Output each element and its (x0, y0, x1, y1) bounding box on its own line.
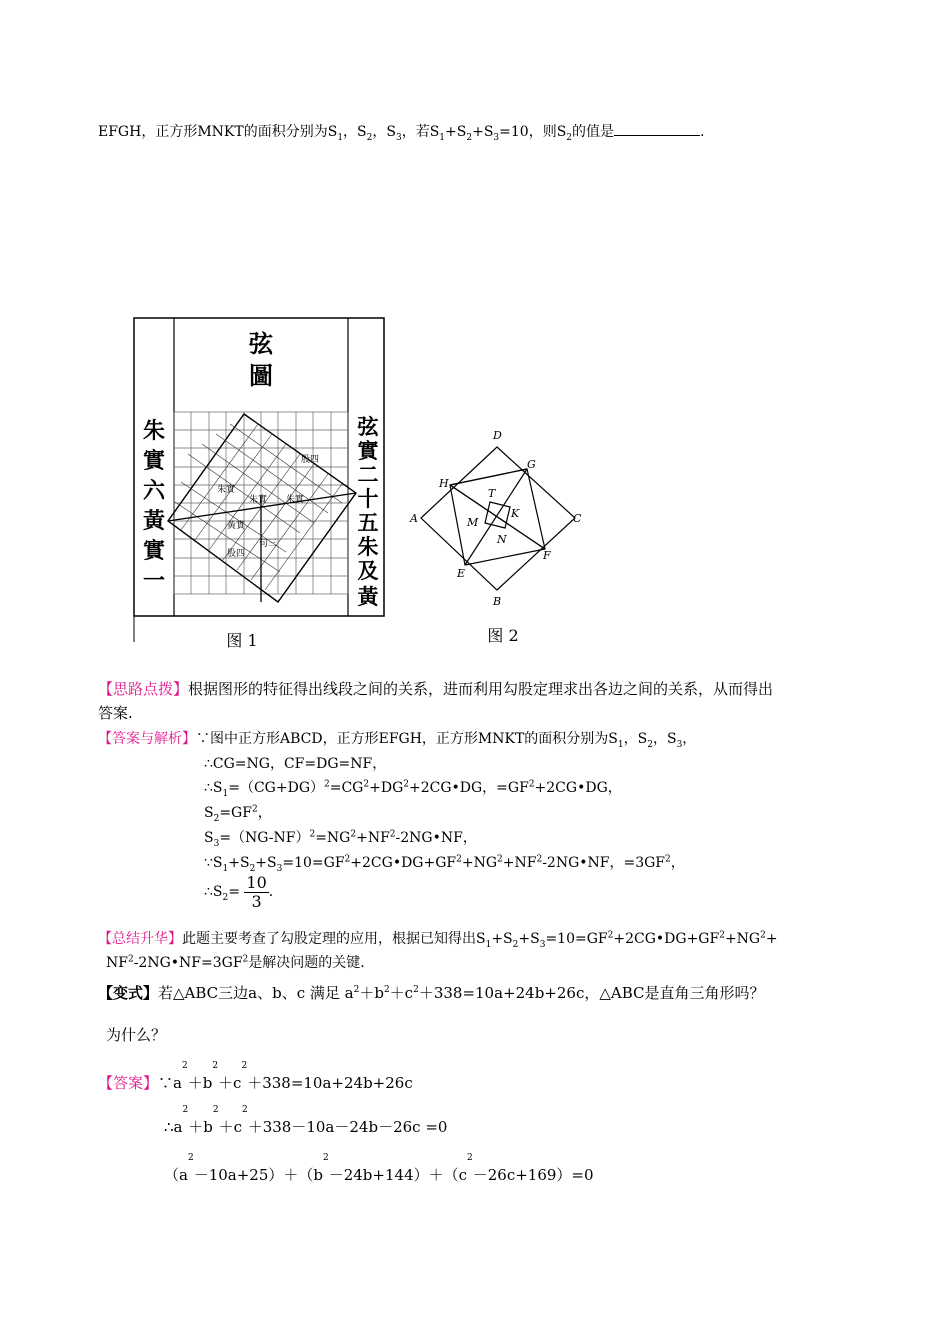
sub: 3 (676, 739, 683, 750)
sup: 2 (413, 985, 419, 995)
text: 此题主要考查了勾股定理的应用，根据已知得出S (182, 931, 486, 947)
right-char: 實 (357, 438, 379, 463)
numerator: 10 (246, 873, 267, 892)
answer-line-4 (204, 802, 272, 824)
text: +S (518, 931, 540, 947)
sub: 2 (512, 939, 519, 950)
sup: 2 (350, 829, 357, 840)
text: ＋b (188, 1118, 213, 1136)
text: +DG (369, 780, 404, 796)
sub: 2 (222, 892, 229, 903)
sup: 2 (467, 1153, 473, 1163)
text: ＋c (389, 984, 414, 1002)
text: 若△ABC三边a、b、c 满足 a (158, 984, 354, 1002)
sub: 1 (337, 132, 344, 143)
text: ∴a (164, 1118, 183, 1136)
text: +2CG•DG+GF (350, 855, 457, 871)
variant-answer-line-2 (164, 1104, 447, 1147)
text: +S (472, 124, 494, 140)
sup: 2 (607, 930, 614, 941)
figure-2-caption: 图 2 (487, 626, 519, 645)
text: +2CG•DG+GF (613, 931, 720, 947)
sub: 1 (439, 132, 446, 143)
text: +S (491, 931, 513, 947)
title-char: 弦 (249, 329, 273, 358)
sub: 1 (222, 863, 229, 874)
label-C: C (573, 512, 582, 525)
label-M: M (467, 516, 479, 529)
summary-line-1 (98, 928, 778, 950)
label-G: G (527, 458, 536, 471)
label-H: H (439, 477, 449, 490)
text: 根据图形的特征得出线段之间的关系，进而利用勾股定理求出各边之间的关系，从而得出 (188, 680, 774, 698)
sup: 2 (403, 779, 409, 790)
text: 的值是 (572, 124, 615, 140)
sup: 2 (212, 1061, 219, 1071)
text: =10=GF (545, 931, 608, 947)
text: +S (228, 855, 250, 871)
denominator: 3 (251, 891, 262, 911)
text: + (765, 931, 778, 947)
sup: 2 (181, 1061, 188, 1071)
text: ∴S (204, 884, 223, 901)
answer-line-3 (204, 777, 622, 799)
sup: 2 (241, 1061, 248, 1071)
sup: 2 (383, 985, 390, 995)
hint-line-1 (98, 678, 773, 699)
inner-label: 黃實 (226, 521, 246, 531)
text: 是解决问题的关键. (248, 955, 365, 971)
variant-answer-tag: 【答案】 (98, 1074, 159, 1092)
text: －24b+144）＋（c (328, 1166, 468, 1184)
text: ∴S (204, 780, 223, 796)
label-B: B (493, 595, 502, 608)
right-char: 黃 (357, 584, 379, 609)
variant-answer-line-3 (164, 1152, 594, 1195)
text: ， (670, 855, 685, 871)
text: －26c+169）=0 (472, 1166, 594, 1184)
right-char: 五 (357, 510, 379, 535)
sub: 1 (485, 939, 492, 950)
inner-label: 朱實 (285, 495, 305, 505)
text: . (700, 124, 705, 140)
sup: 2 (456, 854, 462, 865)
answer-line-2 (204, 753, 386, 773)
right-char: 及 (357, 558, 379, 583)
sub: 1 (222, 788, 229, 799)
sup: 2 (242, 954, 249, 965)
sup: 2 (497, 854, 503, 865)
variant-tag: 【变式】 (98, 984, 159, 1002)
label-D: D (493, 429, 502, 442)
sub: 3 (395, 132, 402, 143)
text: ，S (652, 731, 677, 747)
text: . (268, 884, 274, 901)
text: NF (106, 955, 128, 971)
text: +NF (502, 855, 537, 871)
question-line (98, 121, 704, 143)
left-char: 實 (142, 538, 166, 564)
sup: 2 (309, 829, 316, 840)
text: ，S (372, 124, 396, 140)
text: +NG (724, 931, 761, 947)
left-char: 實 (142, 448, 166, 474)
sub: 3 (276, 863, 283, 874)
sub: 3 (213, 838, 220, 849)
text: ∵S (204, 855, 223, 871)
sup: 2 (389, 829, 396, 840)
variant-line-1 (98, 982, 765, 1003)
text: ∵图中正方形ABCD，正方形EFGH，正方形MNKT的面积分别为S (196, 731, 618, 747)
summary-tag: 【总结升华】 (98, 931, 182, 947)
text: ＋c (218, 1118, 242, 1136)
sup: 2 (212, 1105, 219, 1115)
sup: 2 (665, 854, 671, 865)
text: ，S (343, 124, 367, 140)
text: EFGH，正方形MNKT的面积分别为S (98, 124, 338, 140)
text: -2NG•NF，=3GF (542, 855, 666, 871)
left-char: 朱 (142, 418, 166, 444)
text: ，若S (401, 124, 440, 140)
sup: 2 (127, 954, 134, 965)
answer-line-7 (204, 874, 273, 910)
inner-label: 朱實 (216, 485, 236, 495)
text: =CG (329, 780, 364, 796)
inner-label: 股四 (300, 455, 320, 465)
sub: 2 (566, 132, 573, 143)
figure-2-diagram (405, 425, 600, 650)
left-char: 六 (142, 478, 166, 504)
sup: 2 (760, 930, 766, 941)
sub: 2 (647, 739, 653, 750)
text: ＋b (187, 1074, 213, 1092)
text: =（CG+DG） (228, 780, 324, 796)
sup: 2 (241, 1105, 248, 1115)
text: ∵a (158, 1074, 182, 1092)
text: +2CG•DG，=GF (408, 780, 529, 796)
text: ＋c (218, 1074, 242, 1092)
sup: 2 (182, 1105, 189, 1115)
label-K: K (511, 507, 520, 520)
text: =10，则S (499, 124, 567, 140)
text: +S (445, 124, 467, 140)
text: =GF (219, 805, 252, 821)
answer-tag: 【答案与解析】 (98, 731, 196, 747)
variant-answer-line-1 (98, 1060, 413, 1103)
text: =NG (315, 830, 351, 846)
inner-label: 股四 (226, 549, 246, 559)
text: +2CG•DG， (534, 780, 622, 796)
variant-line-2 (106, 1024, 166, 1045)
sub: 2 (213, 813, 220, 824)
figure-1-xiantu (130, 312, 390, 652)
right-char: 十 (357, 486, 379, 511)
sup: 2 (528, 779, 535, 790)
figure-1-caption: 图 1 (226, 631, 258, 650)
text: ＋b (359, 984, 384, 1002)
sub: 3 (493, 132, 500, 143)
text: ， (257, 805, 272, 821)
text: ＋338－10a－24b－26c =0 (247, 1118, 448, 1136)
right-char: 朱 (357, 534, 379, 559)
text: ， (682, 731, 697, 747)
summary-line-2 (106, 952, 365, 972)
sup: 2 (353, 985, 360, 995)
text: 答案. (98, 704, 133, 722)
text: +NG (461, 855, 498, 871)
sup: 2 (344, 854, 351, 865)
answer-blank[interactable] (614, 123, 700, 136)
title-char: 圖 (249, 361, 273, 390)
label-E: E (457, 567, 466, 580)
label-N: N (497, 533, 507, 546)
sup: 2 (324, 779, 330, 790)
text: +S (255, 855, 277, 871)
text: =10=GF (282, 855, 345, 871)
text: +NF (356, 830, 390, 846)
sub: 2 (249, 863, 256, 874)
answer-line-1 (98, 728, 696, 750)
text: = (228, 884, 240, 901)
sup: 2 (719, 930, 725, 941)
sup: 2 (322, 1153, 329, 1163)
answer-line-5 (204, 827, 477, 849)
sub: 3 (539, 939, 546, 950)
sup: 2 (251, 804, 258, 815)
inner-label: 朱實 (248, 495, 268, 505)
text: ＋338=10a+24b+26c (247, 1074, 413, 1092)
text: 为什么？ (106, 1026, 167, 1044)
text: -2NG•NF=3GF (133, 955, 243, 971)
right-char: 二 (357, 462, 379, 487)
left-char: 一 (142, 568, 166, 594)
label-A: A (410, 512, 418, 525)
text: ，S (623, 731, 648, 747)
inner-label: 句三 (258, 539, 278, 549)
sup: 2 (536, 854, 543, 865)
hint-line-2 (98, 702, 133, 723)
text: =（NG-NF） (219, 830, 310, 846)
text: －10a+25）＋（b (193, 1166, 323, 1184)
text: （a (164, 1166, 188, 1184)
hint-tag: 【思路点拨】 (98, 680, 189, 698)
answer-line-6 (204, 852, 685, 874)
right-char: 弦 (357, 414, 379, 439)
text: ＋338=10a+24b+26c，△ABC是直角三角形吗？ (418, 984, 765, 1002)
fraction (244, 874, 268, 910)
label-F: F (543, 549, 551, 562)
sub: 2 (366, 132, 373, 143)
sup: 2 (363, 779, 370, 790)
sub: 2 (466, 132, 473, 143)
text: S (204, 830, 214, 846)
text: S (204, 805, 214, 821)
sub: 1 (617, 739, 624, 750)
label-T: T (488, 487, 496, 500)
sup: 2 (187, 1153, 194, 1163)
text: -2NG•NF， (395, 830, 477, 846)
left-char: 黃 (142, 508, 166, 534)
text: ∴CG=NG，CF=DG=NF， (204, 756, 387, 772)
